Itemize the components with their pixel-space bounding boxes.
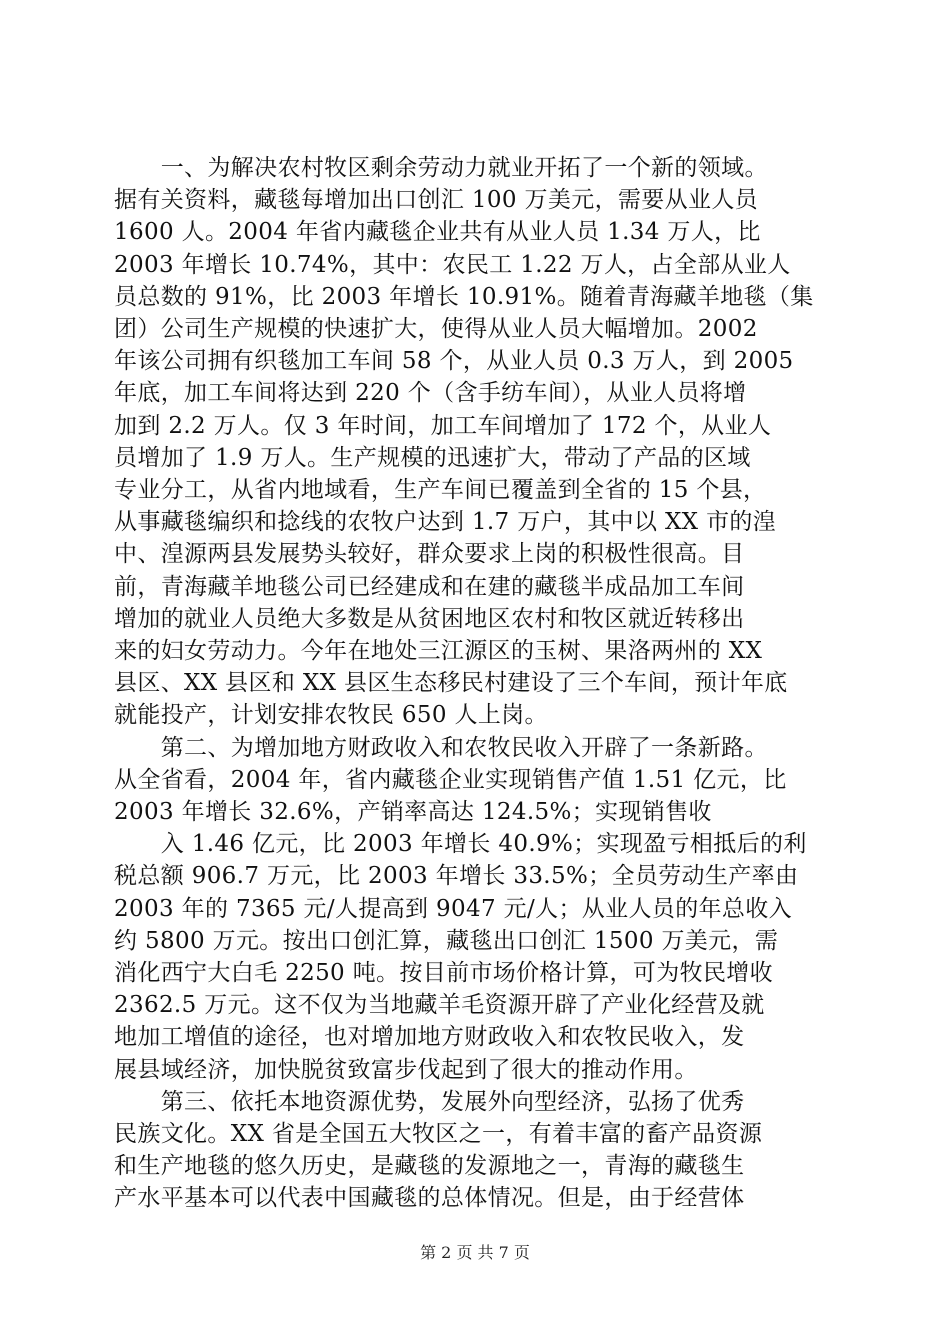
text-line: 入 1.46 亿元，比 2003 年增长 40.9%；实现盈亏相抵后的利 [114,831,807,858]
text-line: 民族文化。XX 省是全国五大牧区之一，有着丰富的畜产品资源 [114,1121,763,1147]
text-line: 从事藏毯编织和捻线的农牧户达到 1.7 万户，其中以 XX 市的湟 [114,509,777,536]
text-line: 年底，加工车间将达到 220 个（含手纺车间），从业人员将增 [114,380,747,407]
text-line: 中、湟源两县发展势头较好，群众要求上岗的积极性很高。目 [114,541,745,568]
text-line: 产水平基本可以代表中国藏毯的总体情况。但是，由于经营体 [114,1185,745,1212]
text-line: 展县域经济，加快脱贫致富步伐起到了很大的推动作用。 [114,1056,698,1083]
text-line: 增加的就业人员绝大多数是从贫困地区农村和牧区就近转移出 [114,605,745,632]
text-line: 和生产地毯的悠久历史，是藏毯的发源地之一，青海的藏毯生 [114,1153,745,1180]
text-line: 1600 人。2004 年省内藏毯企业共有从业人员 1.34 万人，比 [114,219,761,246]
text-line: 员总数的 91%，比 2003 年增长 10.91%。随着青海藏羊地毯（集 [114,283,814,310]
text-line: 2003 年的 7365 元/人提高到 9047 元/人；从业人员的年总收入 [114,895,792,922]
text-line: 团）公司生产规模的快速扩大，使得从业人员大幅增加。2002 [114,316,758,342]
text-line: 县区、XX 县区和 XX 县区生态移民村建设了三个车间，预计年底 [114,670,788,697]
text-line: 一、为解决农村牧区剩余劳动力就业开拓了一个新的领域。 [114,155,768,181]
text-line: 加到 2.2 万人。仅 3 年时间，加工车间增加了 172 个，从业人 [114,412,772,439]
text-line: 员增加了 1.9 万人。生产规模的迅速扩大，带动了产品的区域 [114,444,751,471]
text-line: 就能投产，计划安排农牧民 650 人上岗。 [114,702,548,729]
text-line: 从全省看，2004 年，省内藏毯企业实现销售产值 1.51 亿元，比 [114,766,787,793]
text-line: 2362.5 万元。这不仅为当地藏羊毛资源开辟了产业化经营及就 [114,992,765,1019]
text-line: 税总额 906.7 万元，比 2003 年增长 33.5%；全员劳动生产率由 [114,863,799,890]
text-line: 消化西宁大白毛 2250 吨。按目前市场价格计算，可为牧民增收 [114,960,774,986]
text-line: 专业分工，从省内地域看，生产车间已覆盖到全省的 15 个县， [114,477,767,503]
page-footer: 第 2 页 共 7 页 [420,1243,530,1262]
text-line: 前，青海藏羊地毯公司已经建成和在建的藏毯半成品加工车间 [114,573,745,600]
text-line: 第二、为增加地方财政收入和农牧民收入开辟了一条新路。 [114,734,768,761]
text-line: 第三、依托本地资源优势，发展外向型经济，弘扬了优秀 [114,1088,745,1115]
text-line: 2003 年增长 32.6%，产销率高达 124.5%；实现销售收 [114,799,712,825]
text-line: 地加工增值的途径，也对增加地方财政收入和农牧民收入，发 [114,1024,745,1051]
text-line: 约 5800 万元。按出口创汇算，藏毯出口创汇 1500 万美元，需 [114,927,779,954]
text-line: 来的妇女劳动力。今年在地处三江源区的玉树、果洛两州的 XX [114,638,763,664]
text-line: 年该公司拥有织毯加工车间 58 个，从业人员 0.3 万人，到 2005 [114,348,794,375]
text-line: 据有关资料，藏毯每增加出口创汇 100 万美元，需要从业人员 [114,187,759,214]
text-line: 2003 年增长 10.74%，其中：农民工 1.22 万人，占全部从业人 [114,251,791,278]
